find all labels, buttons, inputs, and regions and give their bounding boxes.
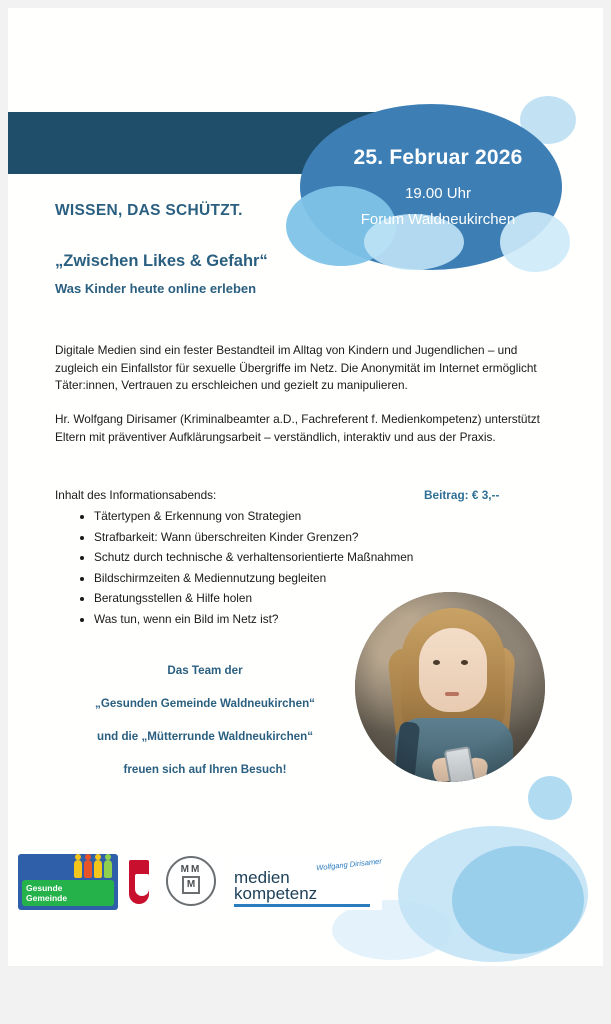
figure-icon xyxy=(94,860,102,878)
page-margin-right xyxy=(603,0,611,1024)
figure-icon xyxy=(84,860,92,878)
decorative-blob-bottom-mid xyxy=(452,846,584,954)
logo-gesunde-gemeinde xyxy=(18,854,118,910)
logo-mk-line-1: medien xyxy=(234,868,290,887)
body-paragraph-2: Hr. Wolfgang Dirisamer (Kriminalbeamter a.D., Fachreferent f. Medienkompetenz) unterstützt Eltern mit präventiver Aufklärungsarbeit – verständlich, interaktiv und aus der Praxis. xyxy=(55,412,540,444)
girl-with-smartphone-photo xyxy=(355,592,545,782)
page-title: „Zwischen Likes & Gefahr“ xyxy=(55,252,268,270)
crest-inner-icon xyxy=(135,874,149,896)
event-date: 25. Februar 2026 xyxy=(353,146,523,169)
poster-kicker: WISSEN, DAS SCHÜTZT. xyxy=(55,202,243,219)
logo-mm-box xyxy=(182,876,200,894)
logo-mm-center: M xyxy=(186,879,196,890)
figure-icon xyxy=(104,860,112,878)
closing-block xyxy=(55,664,355,796)
page-margin-left xyxy=(0,0,8,1024)
list-item: • Was tun, wenn ein Bild im Netz ist? xyxy=(94,609,552,630)
body-paragraph-1: Digitale Medien sind ein fester Bestandteil im Alltag von Kindern und Jugendlichen – und zugleich ein Einfallstor für sexuelle Übergriffe im Netz. Die Anonymität im Internet ermöglicht Täter:innen, Vertrauen zu erschleichen und gezielt zu manipulieren. xyxy=(55,343,537,392)
logo-medienkompetenz xyxy=(230,854,382,910)
list-item: • Strafbarkeit: Wann überschreiten Kinder Grenzen? xyxy=(94,527,552,548)
logo-strip xyxy=(18,854,382,910)
event-venue: Forum Waldneukirchen xyxy=(360,211,516,228)
decorative-blob-bottom-small xyxy=(528,776,572,820)
logo-gg-line-2: Gemeinde xyxy=(26,893,68,903)
event-date-block xyxy=(318,118,558,258)
figure-icon xyxy=(74,860,82,878)
list-item: • Bildschirmzeiten & Mediennutzung begleiten xyxy=(94,568,552,589)
event-time: 19.00 Uhr xyxy=(405,185,471,202)
list-item: • Tätertypen & Erkennung von Strategien xyxy=(94,506,552,527)
logo-mk-underline xyxy=(234,904,370,907)
closing-line-4: freuen sich auf Ihren Besuch! xyxy=(123,763,287,776)
page-margin-top xyxy=(0,0,611,8)
logo-mm-top: MM xyxy=(180,864,202,875)
list-item: • Beratungsstellen & Hilfe holen xyxy=(94,588,552,609)
agenda-title: Inhalt des Informationsabends: xyxy=(55,488,217,502)
page-subtitle: Was Kinder heute online erleben xyxy=(55,281,257,296)
logo-mk-script: Wolfgang Dirisamer xyxy=(315,856,383,873)
closing-line-2: „Gesunden Gemeinde Waldneukirchen“ xyxy=(95,697,315,710)
page-margin-bottom xyxy=(0,966,611,1024)
crest-shield-icon xyxy=(129,860,149,904)
photo-vignette xyxy=(355,592,545,782)
closing-line-3: und die „Mütterrunde Waldneukirchen“ xyxy=(97,730,313,743)
logo-mk-line-2: kompetenz xyxy=(234,884,318,903)
logo-gg-line-1: Gesunde xyxy=(26,883,63,893)
logo-state-crest xyxy=(126,854,152,910)
logo-muetterrunde xyxy=(160,854,222,910)
closing-line-1: Das Team der xyxy=(167,664,243,677)
list-item: • Schutz durch technische & verhaltensorientierte Maßnahmen xyxy=(94,547,552,568)
fee-label: Beitrag: € 3,-- xyxy=(424,488,500,502)
